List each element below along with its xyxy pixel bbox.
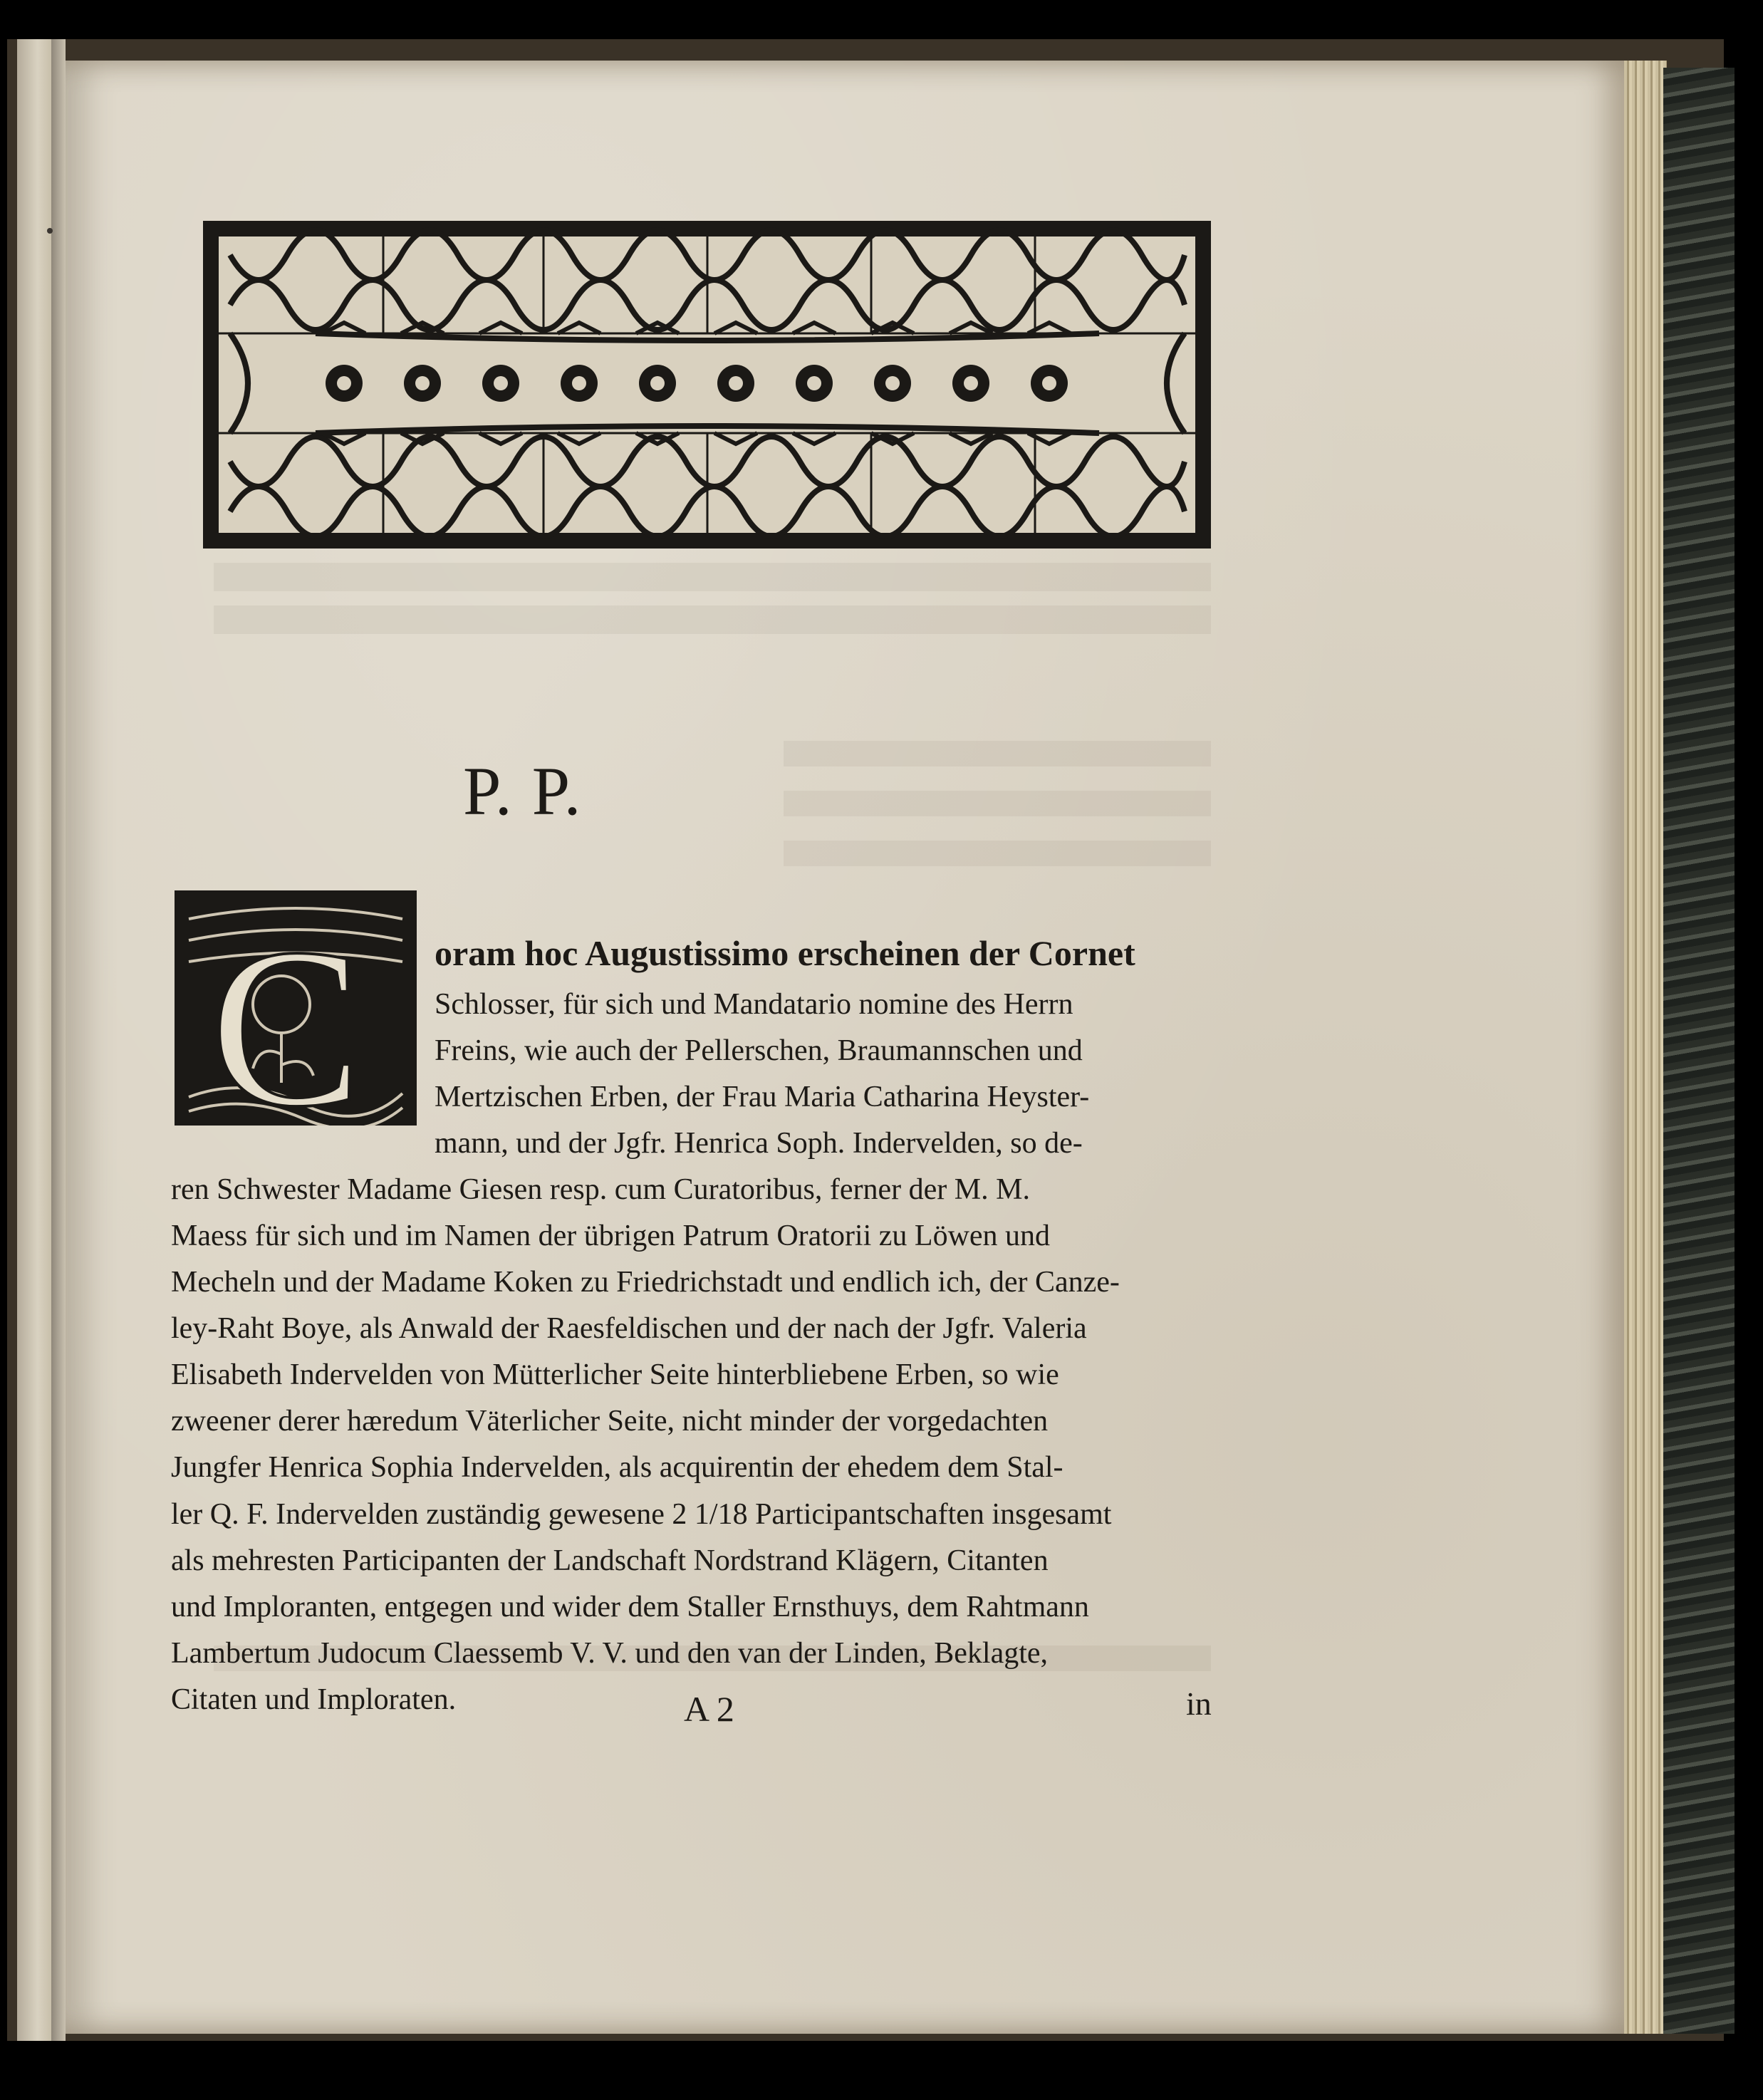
book-gutter xyxy=(51,39,66,2041)
headpiece-pattern xyxy=(209,227,1205,543)
body-line-10: Elisabeth Indervelden von Mütterlicher Seite hinterbliebene Erben, so wie xyxy=(171,1358,1059,1392)
ornamental-headpiece xyxy=(203,221,1211,549)
body-line-13: ler Q. F. Indervelden zuständig gewesene 2 1/18 Participantschaften insgesamt xyxy=(171,1497,1112,1531)
body-line-3: Freins, wie auch der Pellerschen, Braumannschen und xyxy=(435,1034,1083,1067)
body-line-12: Jungfer Henrica Sophia Indervelden, als acquirentin der ehedem dem Stal- xyxy=(171,1451,1063,1485)
full-width-lines xyxy=(171,1167,1236,1723)
indented-lines xyxy=(435,926,1236,1167)
initial-letter: C xyxy=(210,902,363,1126)
body-line-11: zweener derer hæredum Väterlicher Seite, nicht minder der vorgedachten xyxy=(171,1405,1049,1438)
body-line-6: ren Schwester Madame Giesen resp. cum Curatoribus, ferner der M. M. xyxy=(171,1173,1030,1206)
signature-mark: A 2 xyxy=(684,1689,734,1729)
body-line-4: Mertzischen Erben, der Frau Maria Catharina Heyster- xyxy=(435,1080,1090,1113)
book-cover-edge xyxy=(1663,68,1735,2034)
body-line-16: Lambertum Judocum Claessemb V. V. und den van der Linden, Beklagte, xyxy=(171,1636,1049,1670)
body-line-17: Citaten und Imploraten. xyxy=(171,1683,457,1716)
left-page-edge xyxy=(17,39,51,2041)
body-line-8: Mecheln und der Madame Koken zu Friedrichstadt und endlich ich, der Canze- xyxy=(171,1266,1120,1299)
section-heading: P. P. xyxy=(463,753,583,829)
catchword: in xyxy=(1186,1685,1212,1722)
body-text xyxy=(171,926,1236,1723)
body-line-15: und Imploranten, entgegen und wider dem Staller Ernsthuys, dem Rahtmann xyxy=(171,1590,1089,1623)
margin-speck xyxy=(47,228,53,234)
body-line-7: Maess für sich und im Namen der übrigen Patrum Oratorii zu Löwen und xyxy=(171,1219,1051,1252)
body-line-5: mann, und der Jgfr. Henrica Soph. Indervelden, so de- xyxy=(435,1126,1083,1160)
body-line-14: als mehresten Participanten der Landschaft Nordstrand Klägern, Citanten xyxy=(171,1544,1049,1577)
page-stack-edge xyxy=(1624,61,1667,2034)
body-line-2: Schlosser, für sich und Mandatario nomine des Herrn xyxy=(435,987,1073,1021)
body-line-1: oram hoc Augustissimo erscheinen der Cornet xyxy=(435,933,1135,973)
body-line-9: ley-Raht Boye, als Anwald der Raesfeldischen und der nach der Jgfr. Valeria xyxy=(171,1312,1087,1346)
